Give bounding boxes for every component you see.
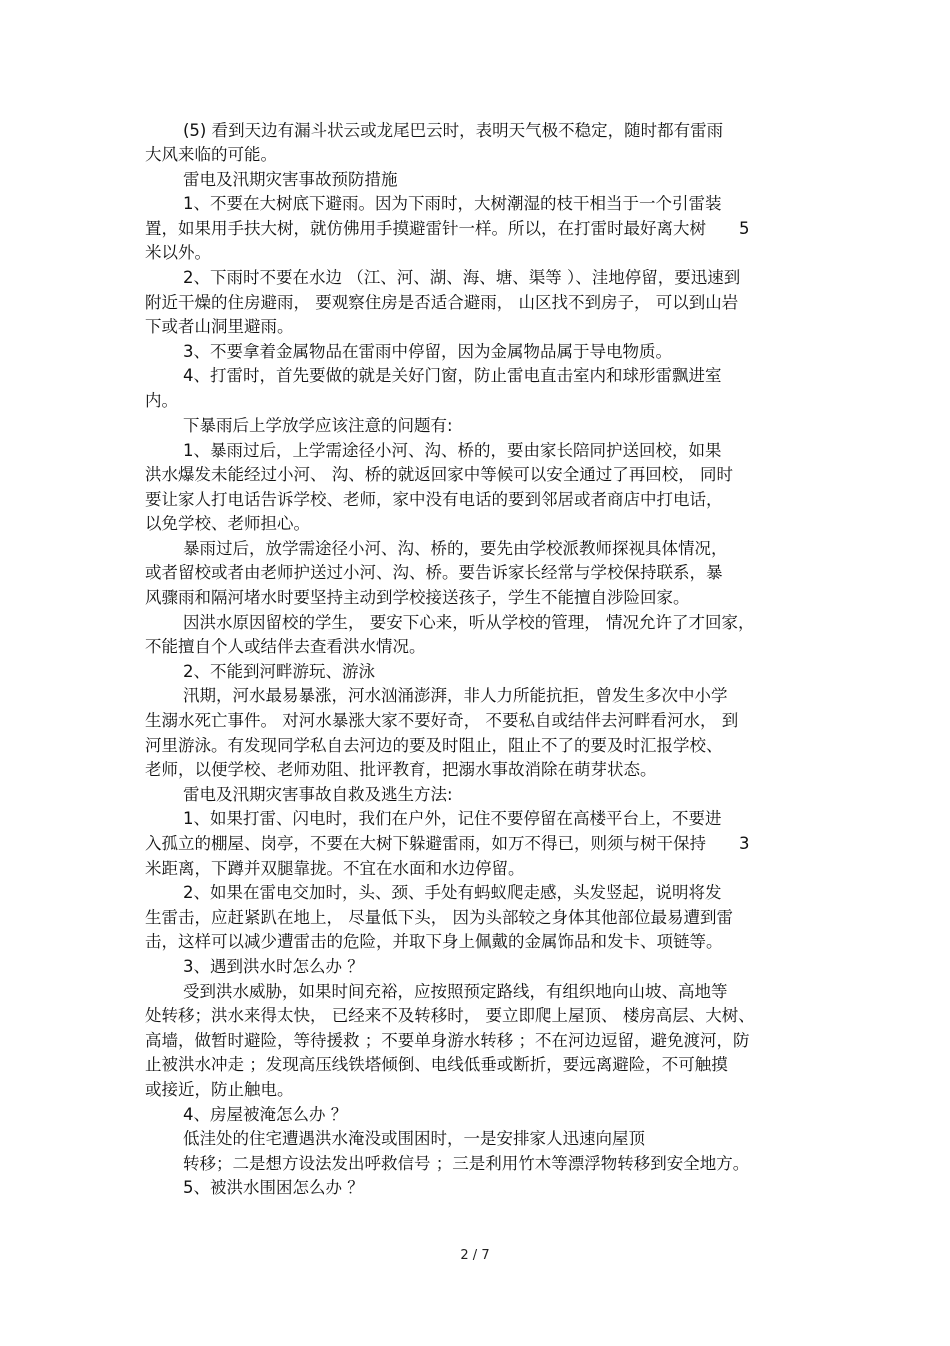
paragraph-line: 内。 [145, 391, 178, 410]
paragraph-line: 不能擅自个人或结伴去查看洪水情况。 [145, 637, 426, 656]
section-heading: 下暴雨后上学放学应该注意的问题有: [183, 416, 453, 435]
paragraph-line: 止被洪水冲走 ；发现高压线铁塔倾倒、电线低垂或断折，要远离避险，不可触摸 [145, 1055, 728, 1074]
paragraph-line: 2、下雨时不要在水边 （江、河、湖、海、塘、渠等 ）、洼地停留，要迅速到 [183, 268, 741, 287]
paragraph-line: 米距离，下蹲并双腿靠拢。不宜在水面和水边停留。 [145, 859, 525, 878]
section-heading: 5、被洪水围困怎么办 ？ [183, 1178, 364, 1197]
paragraph-line: 1、暴雨过后，上学需途径小河、沟、桥的，要由家长陪同护送回校，如果 [183, 441, 722, 460]
paragraph-line: 或者留校或者由老师护送过小河、沟、桥。要告诉家长经常与学校保持联系，暴 [145, 563, 723, 582]
paragraph-line: 高墙，做暂时避险，等待援救 ；不要单身游水转移 ；不在河边逗留，避免渡河，防 [145, 1031, 750, 1050]
paragraph-line: 大风来临的可能。 [145, 145, 277, 164]
paragraph-line: 1、不要在大树底下避雨。因为下雨时，大树潮湿的枝干相当于一个引雷装 [183, 194, 722, 213]
paragraph-line: (5) 看到天边有漏斗状云或龙尾巴云时，表明天气极不稳定，随时都有雷雨 [183, 121, 724, 140]
paragraph-line: 转移；二是想方设法发出呼救信号 ；三是利用竹木等漂浮物转移到安全地方。 [183, 1154, 750, 1173]
paragraph-line: 处转移；洪水来得太快， 已经来不及转移时， 要立即爬上屋顶、 楼房高层、大树、 [145, 1006, 755, 1025]
section-heading: 3、遇到洪水时怎么办 ？ [183, 957, 364, 976]
paragraph-line: 击，这样可以减少遭雷击的危险，并取下身上佩戴的金属饰品和发卡、项链等。 [145, 932, 723, 951]
paragraph-line: 米以外。 [145, 243, 211, 262]
paragraph-line: 3、不要拿着金属物品在雷雨中停留，因为金属物品属于导电物质。 [183, 342, 672, 361]
paragraph-line: 生雷击，应赶紧趴在地上， 尽量低下头， 因为头部较之身体其他部位最易遭到雷 [145, 908, 733, 927]
paragraph-line: 暴雨过后，放学需途径小河、沟、桥的，要先由学校派教师探视具体情况， [183, 539, 728, 558]
paragraph-line: 洪水爆发未能经过小河、 沟、桥的就返回家中等候可以安全通过了再回校， 同时 [145, 465, 733, 484]
paragraph-line: 汛期，河水最易暴涨，河水汹涌澎湃，非人力所能抗拒，曾发生多次中小学 [183, 686, 728, 705]
paragraph-line: 要让家人打电话告诉学校、老师，家中没有电话的要到邻居或者商店中打电话， [145, 490, 723, 509]
paragraph-line: 风骤雨和隔河堵水时要坚持主动到学校接送孩子，学生不能擅自涉险回家。 [145, 588, 690, 607]
section-heading: 2、不能到河畔游玩、游泳 [183, 662, 375, 681]
section-heading: 雷电及汛期灾害事故自救及逃生方法: [183, 785, 453, 804]
paragraph-line: 或接近，防止触电。 [145, 1080, 294, 1099]
paragraph-line: 1、如果打雷、闪电时，我们在户外，记住不要停留在高楼平台上，不要进 [183, 809, 722, 828]
paragraph-line: 因洪水原因留校的学生， 要安下心来，听从学校的管理， 情况允许了才回家， [183, 613, 755, 632]
paragraph-line: 2、如果在雷电交加时，头、颈、手处有蚂蚁爬走感，头发竖起，说明将发 [183, 883, 722, 902]
paragraph-line: 以免学校、老师担心。 [145, 514, 310, 533]
section-heading: 4、房屋被淹怎么办 ？ [183, 1105, 348, 1124]
page-number: 2 / 7 [460, 1248, 490, 1263]
paragraph-line: 低洼处的住宅遭遇洪水淹没或围困时，一是安排家人迅速向屋顶 [183, 1129, 645, 1148]
section-heading: 雷电及汛期灾害事故预防措施 [183, 170, 398, 189]
paragraph-line: 附近干燥的住房避雨， 要观察住房是否适合避雨， 山区找不到房子， 可以到山岩 [145, 293, 739, 312]
paragraph-line: 生溺水死亡事件。 对河水暴涨大家不要好奇， 不要私自或结伴去河畔看河水， 到 [145, 711, 739, 730]
paragraph-line: 下或者山洞里避雨。 [145, 317, 294, 336]
paragraph-line: 河里游泳。有发现同学私自去河边的要及时阻止，阻止不了的要及时汇报学校、 [145, 736, 723, 755]
paragraph-line: 4、打雷时，首先要做的就是关好门窗，防止雷电直击室内和球形雷飘进室 [183, 366, 722, 385]
paragraph-line: 置，如果用手扶大树，就仿佛用手摸避雷针一样。所以，在打雷时最好离大树 5 [145, 219, 750, 238]
paragraph-line: 老师，以便学校、老师劝阻、批评教育，把溺水事故消除在萌芽状态。 [145, 760, 657, 779]
paragraph-line: 受到洪水威胁，如果时间充裕，应按照预定路线，有组织地向山坡、高地等 [183, 982, 728, 1001]
paragraph-line: 入孤立的棚屋、岗亭，不要在大树下躲避雷雨，如万不得已，则须与树干保持 3 [145, 834, 750, 853]
